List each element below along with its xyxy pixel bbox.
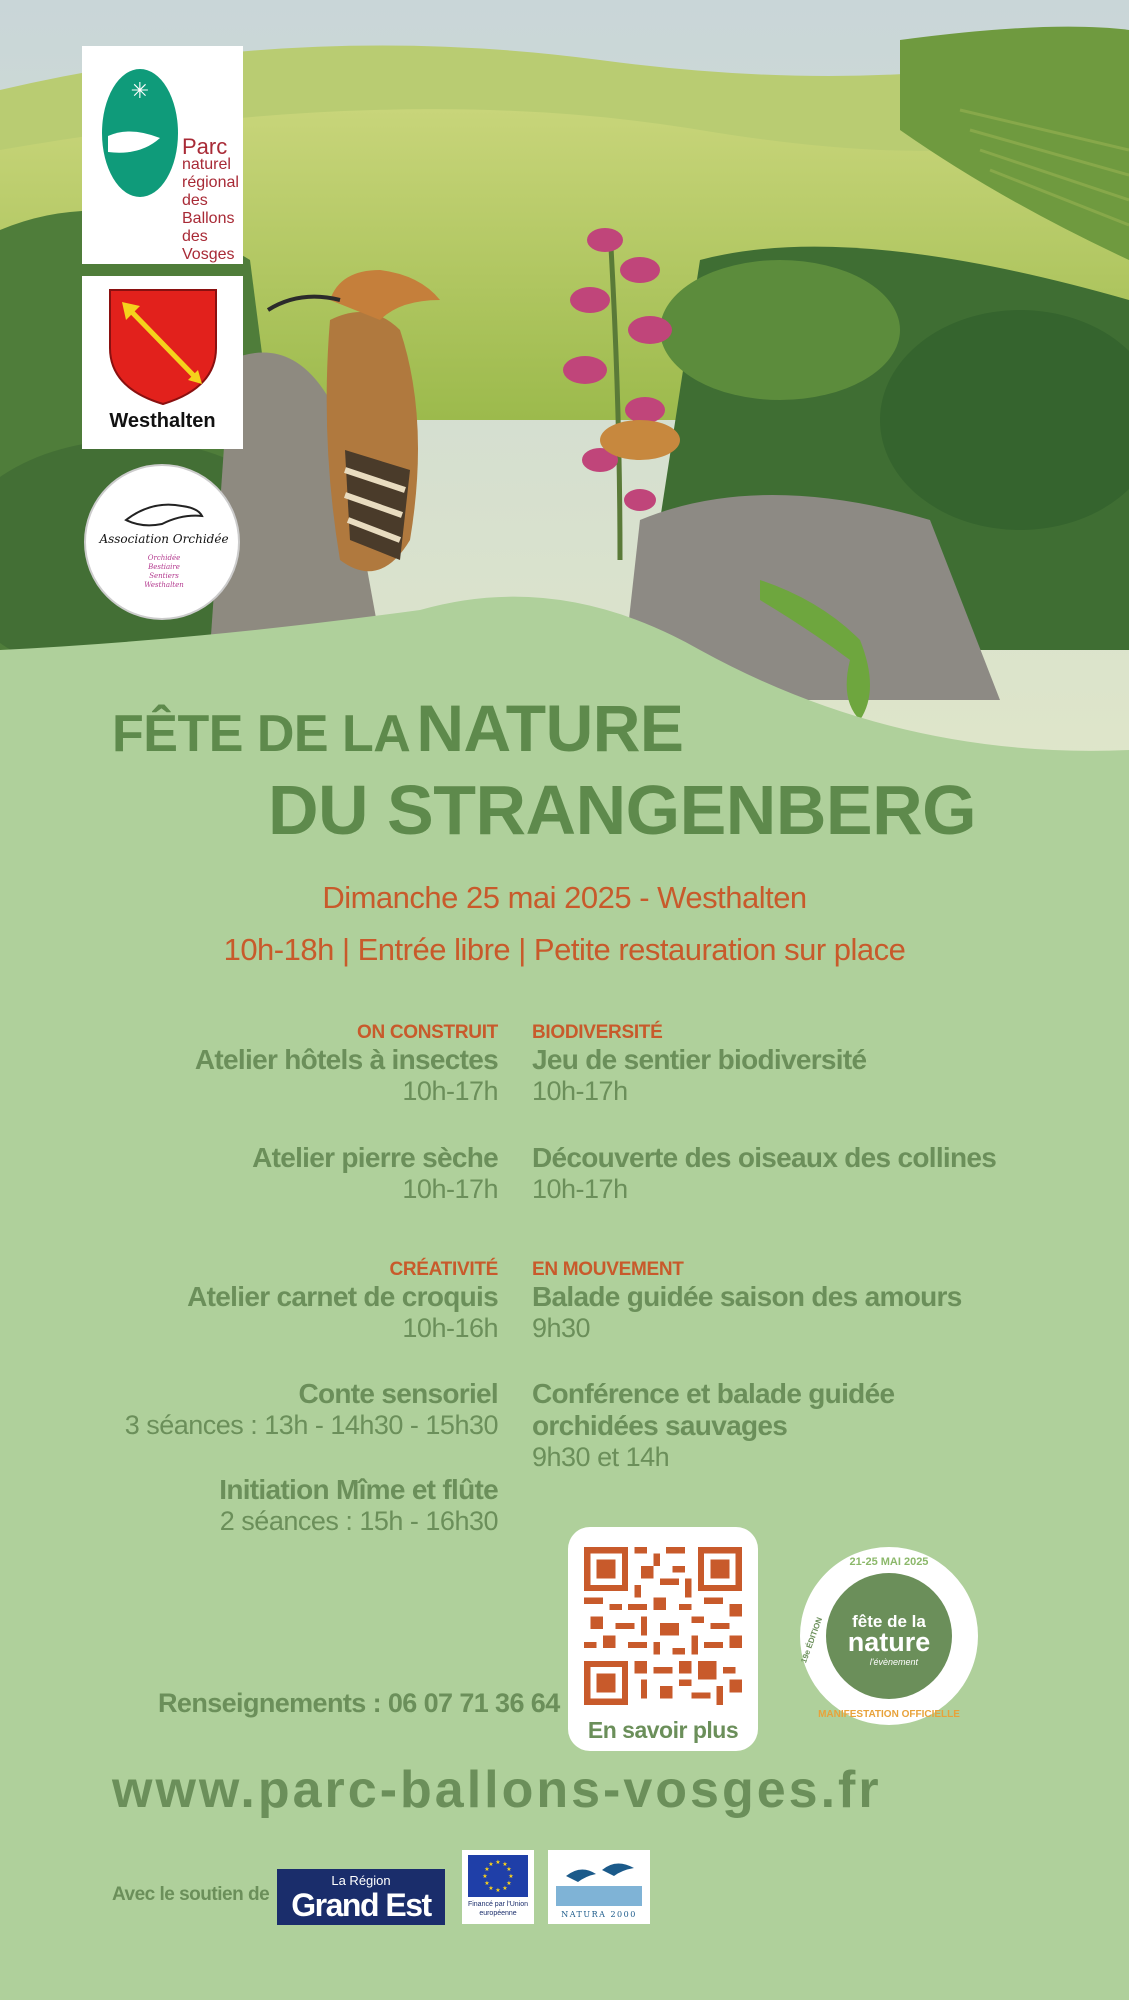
activity-name: Atelier pierre sèche	[252, 1142, 498, 1173]
program-on-construit	[195, 1022, 498, 1107]
association-sub-line: Bestiaire	[148, 563, 180, 571]
program-item	[219, 1474, 498, 1537]
title-big: NATURE	[416, 691, 684, 765]
association-sub-line: Orchidée	[147, 554, 181, 562]
activity-name: Découverte des oiseaux des collines	[532, 1142, 997, 1173]
badge-text: fête de la	[852, 1612, 926, 1631]
badge-text: 19e ÉDITION	[799, 1616, 825, 1665]
svg-text:★: ★	[488, 1861, 494, 1868]
association-sub	[96, 554, 232, 590]
activity-time: 10h-17h	[402, 1076, 498, 1106]
program-en-mouvement	[532, 1259, 962, 1344]
region-name: Grand Est	[291, 1887, 431, 1923]
activity-time: 9h30 et 14h	[532, 1442, 670, 1472]
qr-label: En savoir plus	[587, 1717, 739, 1743]
fete-de-la-nature-badge	[798, 1545, 980, 1727]
event-hours: 10h-18h | Entrée libre | Petite restauration sur place	[223, 932, 906, 967]
parc-line: des Vosges	[182, 228, 235, 263]
association-sub-line: Westhalten	[144, 581, 184, 589]
activity-name: Balade guidée saison des amours	[532, 1281, 962, 1312]
activity-name: Atelier carnet de croquis	[187, 1281, 498, 1312]
event-title-line2: DU STRANGENBERG	[268, 771, 977, 849]
association-name: Association Orchidée	[99, 532, 229, 546]
association-sub-line: Sentiers	[149, 572, 179, 580]
badge-text: 21-25 MAI 2025	[849, 1556, 929, 1568]
svg-text:★: ★	[508, 1873, 514, 1880]
category-label: CRÉATIVITÉ	[389, 1259, 498, 1280]
hand-bird-icon	[122, 490, 206, 530]
region-grand-est-logo	[277, 1869, 445, 1925]
program-item	[252, 1142, 498, 1205]
westhalten-label: Westhalten	[109, 410, 216, 432]
parc-line: Parc	[182, 134, 228, 159]
website-link[interactable]: www.parc-ballons-vosges.fr	[112, 1761, 882, 1819]
activity-name: Jeu de sentier biodiversité	[532, 1044, 867, 1075]
association-logo	[84, 464, 240, 620]
qr-code-card[interactable]	[568, 1527, 758, 1751]
natura-label: NATURA 2000	[561, 1910, 637, 1919]
activity-time: 9h30	[532, 1313, 591, 1343]
eu-logo	[462, 1850, 534, 1924]
eu-flag-icon	[468, 1855, 528, 1897]
event-date: Dimanche 25 mai 2025 - Westhalten	[322, 880, 807, 915]
event-title-line1	[112, 690, 683, 766]
contact-phone: Renseignements : 06 07 71 36 64	[158, 1688, 560, 1718]
activity-name: Atelier hôtels à insectes	[194, 1044, 498, 1075]
qr-code-icon[interactable]	[584, 1547, 742, 1705]
svg-text:★: ★	[482, 1873, 488, 1880]
svg-text:★: ★	[506, 1880, 512, 1887]
eu-text: Financé par l'Union européenne	[467, 1901, 529, 1917]
coat-of-arms-icon	[108, 288, 218, 406]
svg-text:★: ★	[506, 1866, 512, 1873]
svg-text:★: ★	[495, 1859, 501, 1866]
svg-text:★: ★	[484, 1866, 490, 1873]
activity-name: Conférence et balade guidée	[532, 1378, 895, 1409]
badge-text: MANIFESTATION OFFICIELLE	[818, 1709, 960, 1720]
program-creativite	[187, 1259, 498, 1344]
activity-time: 10h-17h	[532, 1076, 628, 1106]
activity-time: 2 séances : 15h - 16h30	[219, 1506, 498, 1536]
parc-line: régional	[182, 174, 239, 191]
activity-name: Conte sensoriel	[298, 1378, 498, 1409]
svg-text:★: ★	[495, 1887, 501, 1894]
support-label: Avec le soutien de	[112, 1884, 270, 1905]
svg-text:★: ★	[502, 1861, 508, 1868]
svg-text:★: ★	[488, 1885, 494, 1892]
program-item	[532, 1378, 894, 1473]
category-label: BIODIVERSITÉ	[532, 1022, 663, 1043]
natura-2000-logo	[548, 1850, 650, 1924]
program-item	[125, 1378, 498, 1441]
parc-emblem-icon	[100, 66, 180, 201]
activity-time: 10h-17h	[532, 1174, 628, 1204]
program-item	[532, 1142, 996, 1205]
svg-text:✳: ✳	[130, 79, 150, 104]
svg-text:★: ★	[484, 1880, 490, 1887]
svg-text:★: ★	[502, 1885, 508, 1892]
activity-time: 10h-17h	[402, 1174, 498, 1204]
badge-text: nature	[847, 1627, 931, 1657]
activity-time: 3 séances : 13h - 14h30 - 15h30	[124, 1410, 498, 1440]
parc-logo	[82, 46, 243, 264]
parc-line: naturel	[182, 156, 231, 173]
natura-birds-icon	[556, 1856, 642, 1906]
westhalten-logo	[82, 276, 243, 449]
program-biodiversite	[532, 1022, 866, 1107]
title-small: FÊTE DE LA	[112, 705, 411, 763]
activity-time: 10h-16h	[402, 1313, 498, 1343]
region-label: La Région	[331, 1873, 391, 1888]
parc-name	[182, 134, 252, 264]
activity-name: Initiation Mîme et flûte	[219, 1474, 498, 1505]
category-label: EN MOUVEMENT	[532, 1259, 684, 1280]
badge-text: l'évènement	[869, 1657, 918, 1667]
activity-name: orchidées sauvages	[532, 1410, 788, 1441]
category-label: ON CONSTRUIT	[356, 1022, 498, 1043]
parc-line: des Ballons	[182, 192, 235, 227]
